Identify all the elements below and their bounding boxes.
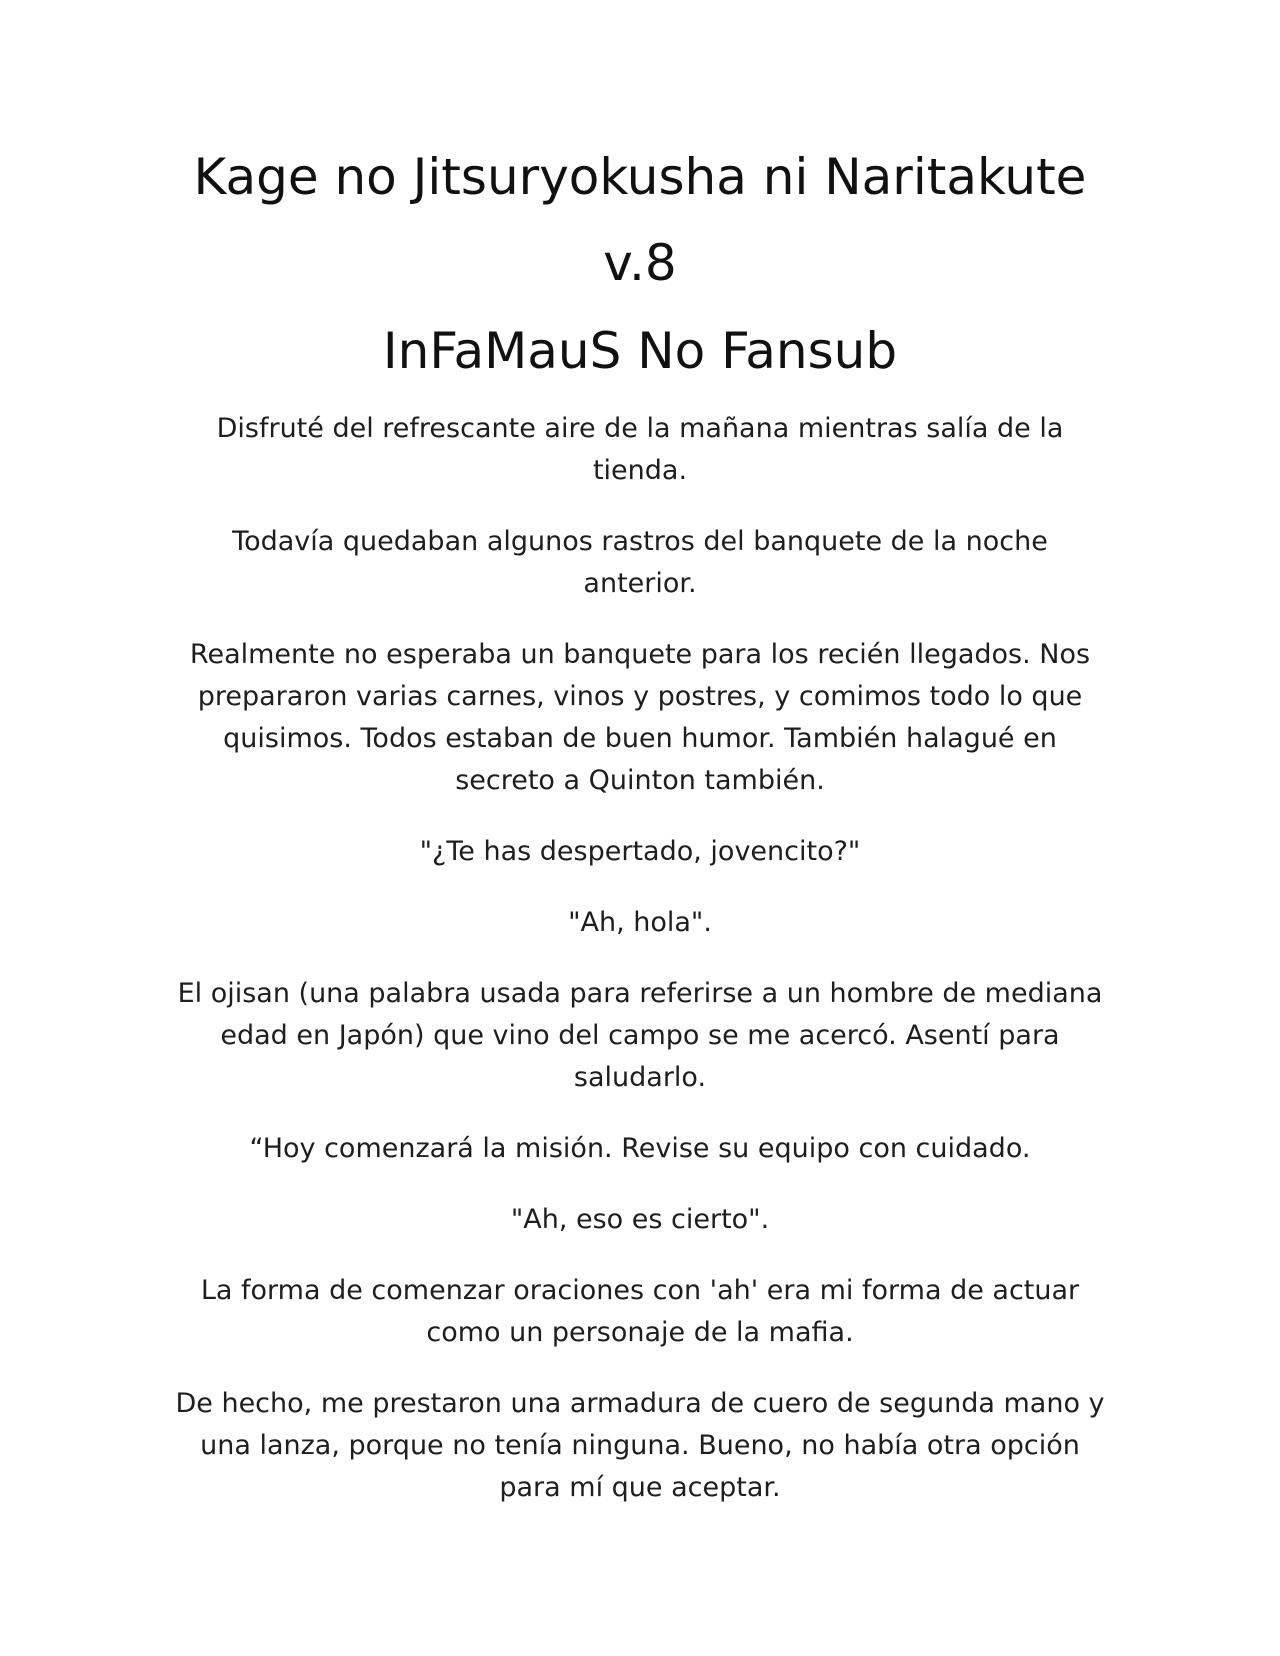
paragraph: “Hoy comenzará la misión. Revise su equipo con cuidado. bbox=[249, 1133, 1031, 1164]
paragraph: De hecho, me prestaron una armadura de cuero de segunda mano y una lanza, porque no tenía ninguna. Bueno, no había otra opción para mí que aceptar. bbox=[175, 1388, 1105, 1503]
body-text bbox=[175, 408, 1105, 1538]
paragraph: "Ah, hola". bbox=[568, 907, 712, 938]
title-line-2: v.8 bbox=[603, 234, 677, 292]
paragraph: El ojisan (una palabra usada para referirse a un hombre de mediana edad en Japón) que vino del campo se me acercó. Asentí para saludarlo. bbox=[177, 978, 1103, 1093]
paragraph: "Ah, eso es cierto". bbox=[510, 1204, 770, 1235]
paragraph: "¿Te has despertado, jovencito?" bbox=[419, 836, 861, 867]
title-line-1: Kage no Jitsuryokusha ni Naritakute bbox=[193, 148, 1087, 206]
paragraph: Todavía quedaban algunos rastros del banquete de la noche anterior. bbox=[232, 526, 1048, 599]
paragraph: Realmente no esperaba un banquete para los recién llegados. Nos prepararon varias carnes, vinos y postres, y comimos todo lo que quisimos. Todos estaban de buen humor. También halagué en secreto a Quinton también. bbox=[189, 639, 1091, 796]
paragraph: La forma de comenzar oraciones con 'ah' era mi forma de actuar como un personaje de la mafia. bbox=[200, 1275, 1080, 1348]
title-line-3: InFaMauS No Fansub bbox=[382, 322, 898, 380]
paragraph: Disfruté del refrescante aire de la mañana mientras salía de la tienda. bbox=[216, 413, 1064, 486]
